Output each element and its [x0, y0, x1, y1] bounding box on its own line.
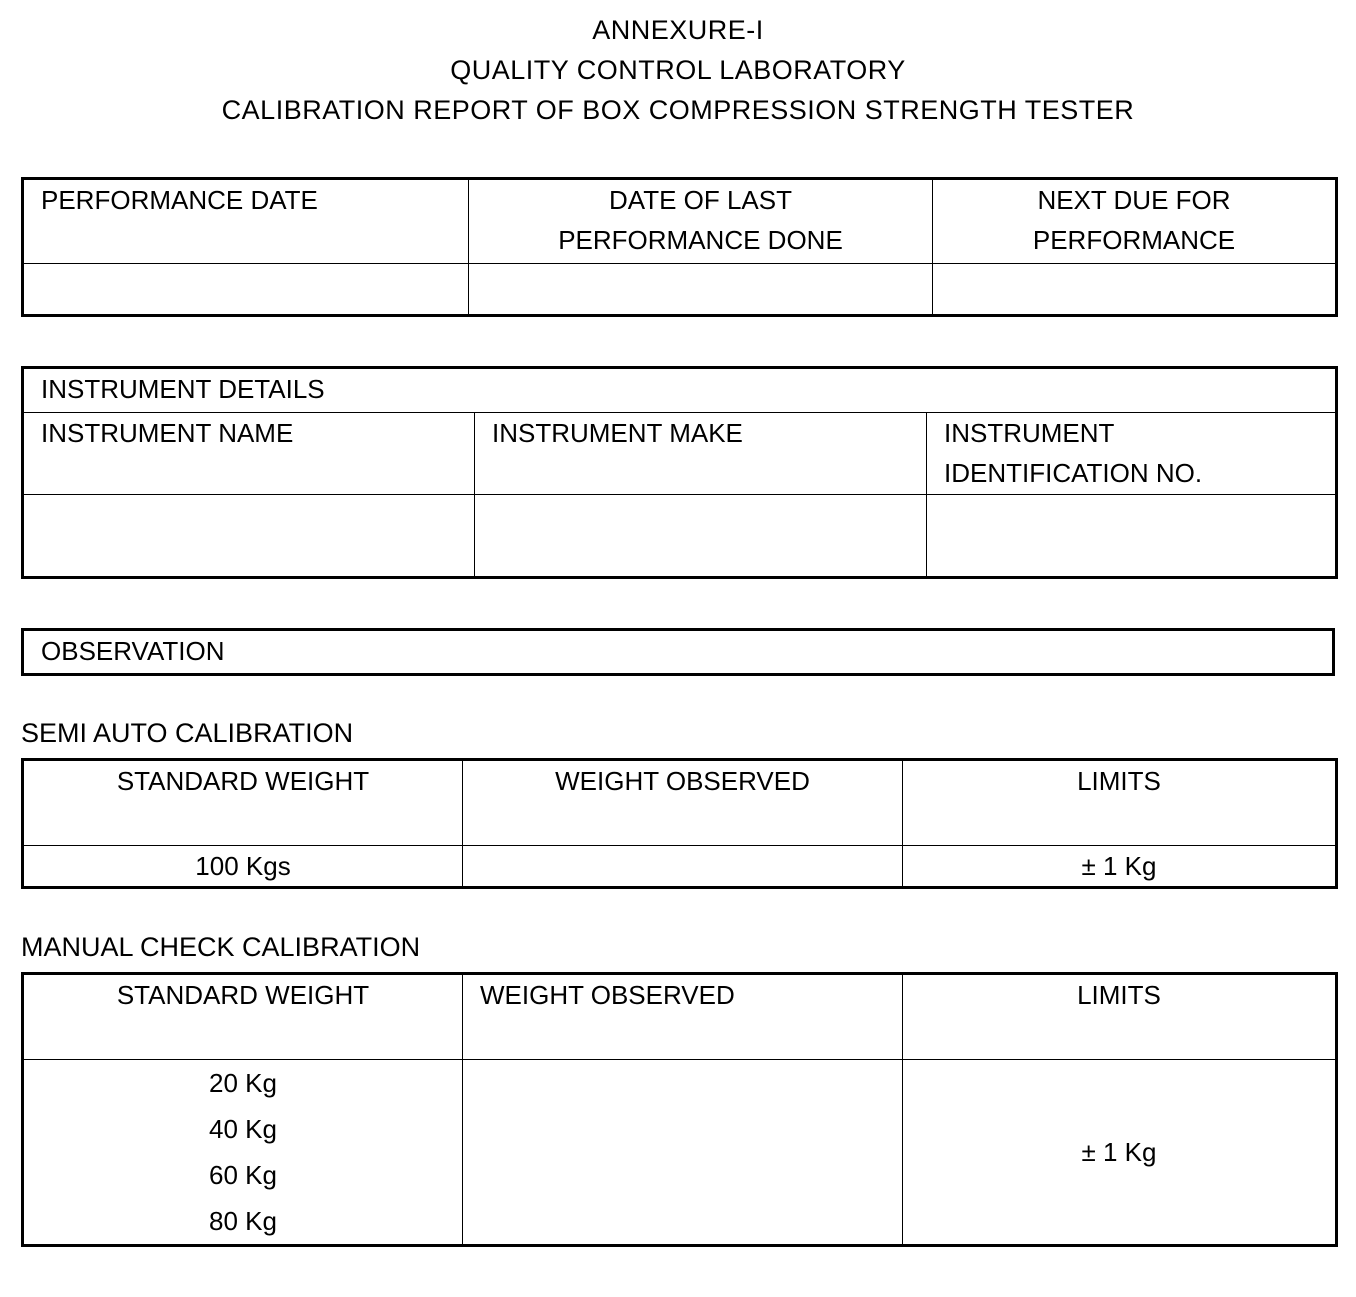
manual-weight-item: 80 Kg [209, 1206, 277, 1236]
observation-label: OBSERVATION [23, 630, 1334, 675]
manual-weight-observed-cell[interactable] [463, 1060, 903, 1246]
semi-standard-weight-value: 100 Kgs [23, 846, 463, 888]
instrument-make-cell[interactable] [475, 495, 927, 578]
semi-limits-header: LIMITS [903, 760, 1337, 846]
manual-title: MANUAL CHECK CALIBRATION [21, 932, 421, 962]
instrument-name-header: INSTRUMENT NAME [23, 413, 475, 495]
manual-limit-value: ± 1 Kg [903, 1060, 1337, 1246]
instrument-id-header: INSTRUMENT IDENTIFICATION NO. [927, 413, 1337, 495]
semi-weight-observed-cell[interactable] [463, 846, 903, 888]
manual-table [21, 972, 1338, 1247]
report-title: CALIBRATION REPORT OF BOX COMPRESSION STRENGTH TESTER [221, 95, 1135, 125]
manual-weight-item: 20 Kg [209, 1068, 277, 1098]
performance-table [21, 177, 1338, 317]
last-performance-cell[interactable] [469, 264, 933, 316]
instrument-table [21, 366, 1338, 579]
manual-limits-header: LIMITS [903, 974, 1337, 1060]
manual-weight-item: 40 Kg [209, 1114, 277, 1144]
instrument-make-header: INSTRUMENT MAKE [475, 413, 927, 495]
observation-table [21, 628, 1335, 676]
lab-title: QUALITY CONTROL LABORATORY [450, 55, 906, 85]
semi-auto-table [21, 758, 1338, 889]
annexure-title: ANNEXURE-I [592, 15, 764, 45]
manual-weight-observed-header: WEIGHT OBSERVED [463, 974, 903, 1060]
instrument-details-title: INSTRUMENT DETAILS [23, 368, 1337, 413]
manual-standard-weight-header: STANDARD WEIGHT [23, 974, 463, 1060]
instrument-id-cell[interactable] [927, 495, 1337, 578]
semi-standard-weight-header: STANDARD WEIGHT [23, 760, 463, 846]
semi-auto-title: SEMI AUTO CALIBRATION [21, 718, 354, 748]
next-due-header: NEXT DUE FOR PERFORMANCE [933, 179, 1337, 264]
next-due-cell[interactable] [933, 264, 1337, 316]
semi-weight-observed-header: WEIGHT OBSERVED [463, 760, 903, 846]
instrument-name-cell[interactable] [23, 495, 475, 578]
manual-weight-item: 60 Kg [209, 1160, 277, 1190]
manual-standard-weights [23, 1060, 463, 1246]
semi-limit-value: ± 1 Kg [903, 846, 1337, 888]
last-performance-header: DATE OF LAST PERFORMANCE DONE [469, 179, 933, 264]
performance-date-header: PERFORMANCE DATE [23, 179, 469, 264]
performance-date-cell[interactable] [23, 264, 469, 316]
